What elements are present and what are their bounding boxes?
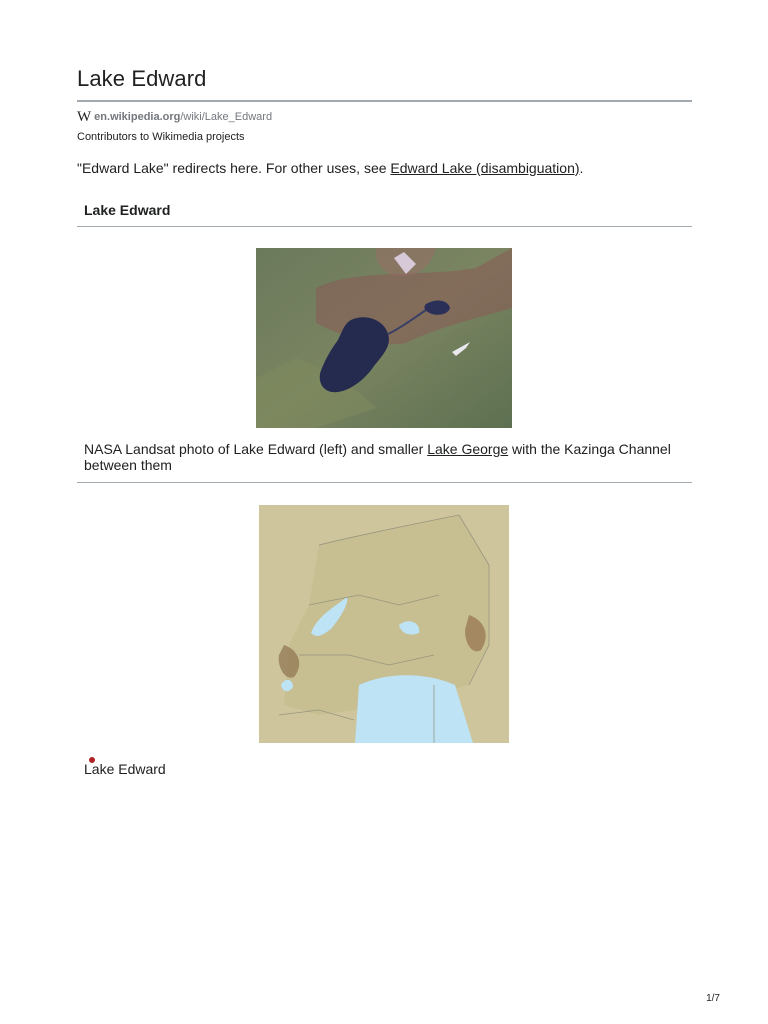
source-url[interactable] bbox=[77, 108, 272, 125]
disambiguation-link[interactable]: Edward Lake (disambiguation) bbox=[390, 160, 580, 176]
caption-text: NASA Landsat photo of Lake Edward (left) and smaller bbox=[84, 441, 428, 457]
source-path: /wiki/Lake_Edward bbox=[180, 111, 273, 123]
lake-george-link[interactable]: Lake George bbox=[427, 441, 509, 457]
caption-text-end: with the Kazinga Channel between them bbox=[84, 441, 671, 473]
caption-divider bbox=[77, 482, 692, 483]
contributors-line: Contributors to Wikimedia projects bbox=[77, 131, 245, 143]
hatnote-end: . bbox=[579, 160, 584, 176]
source-domain: en.wikipedia.org bbox=[94, 111, 181, 123]
title-divider bbox=[77, 100, 692, 102]
hatnote bbox=[77, 160, 583, 176]
landsat-photo bbox=[256, 248, 512, 428]
relief-map bbox=[259, 505, 509, 743]
map-label: Lake Edward bbox=[84, 761, 166, 777]
infobox-title-divider bbox=[77, 226, 692, 227]
page-number: 1/7 bbox=[706, 993, 720, 1004]
hatnote-text: "Edward Lake" redirects here. For other uses, see bbox=[77, 160, 391, 176]
photo-caption bbox=[84, 441, 684, 473]
wikipedia-w-icon: W bbox=[77, 109, 92, 125]
infobox-title: Lake Edward bbox=[84, 202, 171, 218]
page-title: Lake Edward bbox=[77, 66, 207, 91]
